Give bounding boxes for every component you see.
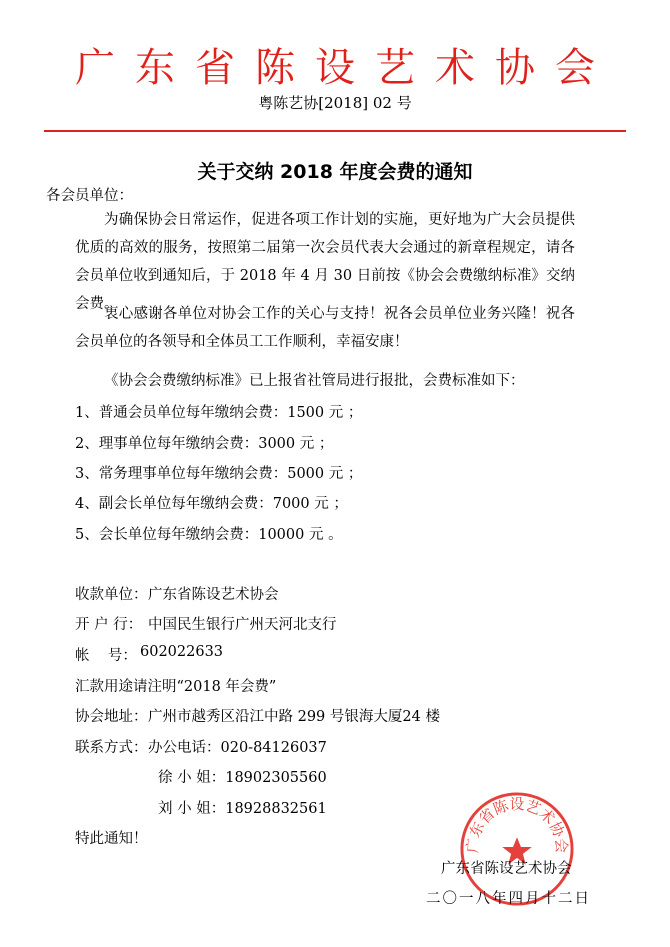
address-label: 协会地址： (75, 709, 148, 725)
account-value: 602022633 (140, 644, 224, 660)
fee-item: 3、常务理事单位每年缴纳会费：5000 元 ； (75, 466, 363, 482)
bank-label: 开 户 行： (75, 617, 143, 633)
fee-item: 4、副会长单位每年缴纳会费：7000 元 ； (75, 496, 348, 512)
contact-liu: 刘 小 姐：18928832561 (158, 801, 327, 817)
organization-name: 广东省陈设艺术协会 (75, 45, 615, 91)
address-value: 广州市越秀区沿江中路 299 号银海大厦24 楼 (148, 709, 440, 725)
document-number: 粤陈艺协[2018] 02 号 (258, 94, 412, 112)
paragraph-intro: 为确保协会日常运作，促进各项工作计划的实施，更好地为广大会员提供优质的高效的服务，按照第二届第一次会员代表大会通过的新章程规定，请各会员单位收到通知后，于 2018 年 4 月 30 日前按《协会会费缴纳标准》交纳会费。 (75, 212, 575, 312)
contact-label: 联系方式： (75, 740, 148, 756)
contact-xu: 徐 小 姐：18902305560 (158, 770, 327, 786)
red-divider (44, 130, 626, 132)
salutation: 各会员单位： (46, 188, 133, 204)
account-label: 帐 号： (75, 648, 137, 664)
fee-item: 1、普通会员单位每年缴纳会费：1500 元 ； (75, 405, 363, 421)
signature-organization: 广东省陈设艺术协会 (441, 861, 572, 877)
payee-value: 广东省陈设艺术协会 (148, 587, 279, 603)
fee-item: 5、会长单位每年缴纳会费：10000 元 。 (75, 527, 343, 543)
seal-text: 广东省陈设艺术协会 (464, 796, 570, 854)
notice-title: 关于交纳 2018 年度会费的通知 (197, 161, 473, 183)
contact-office-phone: 办公电话：020-84126037 (148, 740, 327, 756)
remittance-remark: 汇款用途请注明“2018 年会费” (75, 679, 277, 695)
issue-date: 二〇一八年四月十二日 (426, 891, 591, 907)
fee-item: 2、理事单位每年缴纳会费：3000 元 ； (75, 436, 334, 452)
payee-label: 收款单位： (75, 587, 148, 603)
paragraph-thanks: 衷心感谢各单位对协会工作的关心与支持！祝各会员单位业务兴隆！祝各会员单位的各领导和全体员工工作顺利，幸福安康！ (75, 306, 575, 350)
bank-value: 中国民生银行广州天河北支行 (148, 617, 337, 633)
closing-text: 特此通知！ (75, 831, 148, 847)
fee-standard-intro: 《协会会费缴纳标准》已上报省社管局进行报批，会费标准如下： (104, 373, 525, 389)
